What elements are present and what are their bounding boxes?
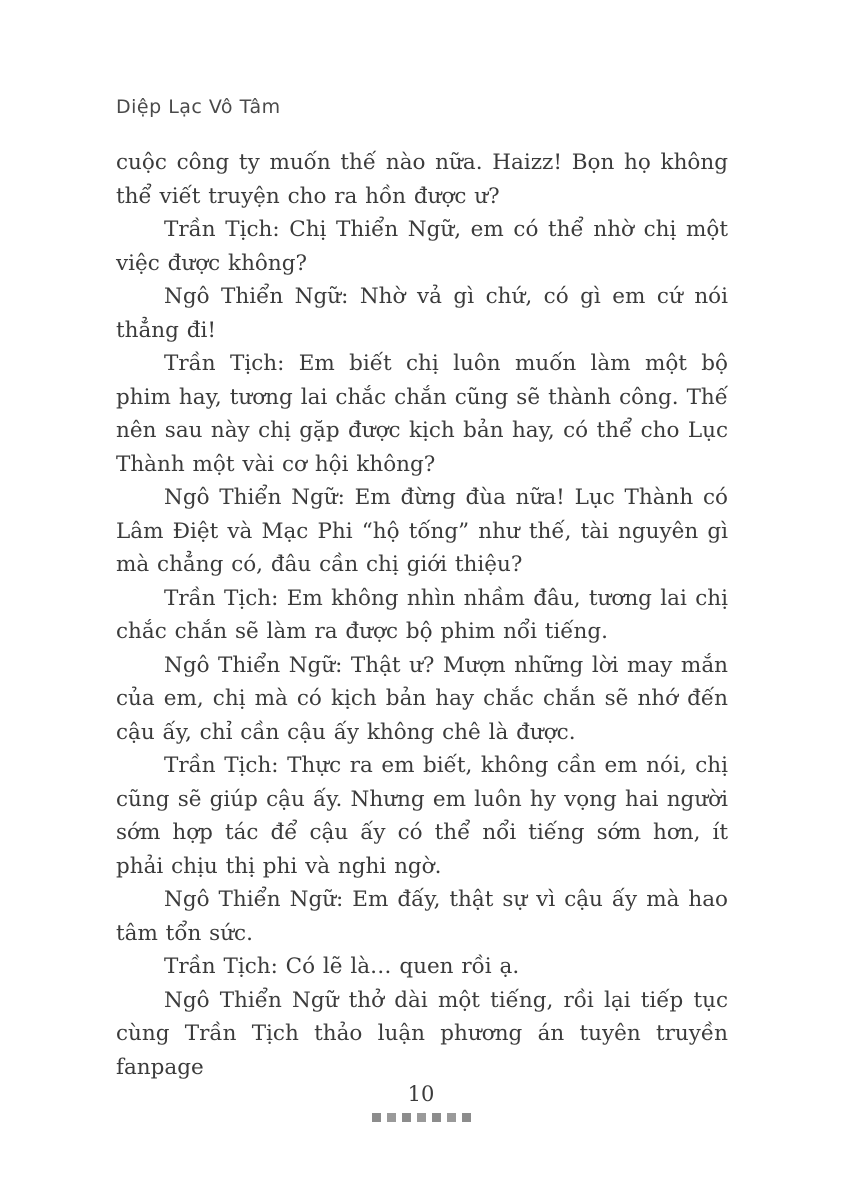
running-header-author: Diệp Lạc Vô Tâm <box>116 96 281 118</box>
paragraph: Trần Tịch: Chị Thiển Ngữ, em có thể nhờ chị một việc được không? <box>116 217 728 276</box>
ornament-square <box>372 1113 381 1122</box>
paragraph: Trần Tịch: Thực ra em biết, không cần em nói, chị cũng sẽ giúp cậu ấy. Nhưng em luôn hy vọng hai người sớm hợp tác để cậu ấy có thể nổi tiếng sớm hơn, ít phải chịu thị phi và nghi ngờ. <box>116 753 728 879</box>
ornament-square <box>402 1113 411 1122</box>
paragraph: Ngô Thiển Ngữ: Em đừng đùa nữa! Lục Thành có Lâm Điệt và Mạc Phi “hộ tống” như thế, tài nguyên gì mà chẳng có, đâu cần chị giới thiệu? <box>116 485 728 577</box>
ornament-square <box>387 1113 396 1122</box>
paragraph: cuộc công ty muốn thế nào nữa. Haizz! Bọn họ không thể viết truyện cho ra hồn được ư? <box>116 150 728 209</box>
ornament-square <box>447 1113 456 1122</box>
ornament-square <box>432 1113 441 1122</box>
paragraph: Ngô Thiển Ngữ thở dài một tiếng, rồi lại tiếp tục cùng Trần Tịch thảo luận phương án tuyên truyền fanpage <box>116 987 728 1080</box>
paragraph: Trần Tịch: Em biết chị luôn muốn làm một bộ phim hay, tương lai chắc chắn cũng sẽ thành công. Thế nên sau này chị gặp được kịch bản hay, có thể cho Lục Thành một vài cơ hội không? <box>116 351 728 477</box>
paragraph: Ngô Thiển Ngữ: Em đấy, thật sự vì cậu ấy mà hao tâm tổn sức. <box>116 887 728 946</box>
ornament-square <box>462 1113 471 1122</box>
paragraph: Ngô Thiển Ngữ: Thật ư? Mượn những lời may mắn của em, chị mà có kịch bản hay chắc chắn sẽ nhớ đến cậu ấy, chỉ cần cậu ấy không chê là được. <box>116 652 728 745</box>
page-footer <box>0 1082 842 1122</box>
page-number: 10 <box>407 1082 435 1106</box>
ornament-square <box>417 1113 426 1122</box>
paragraph: Ngô Thiển Ngữ: Nhờ vả gì chứ, có gì em cứ nói thẳng đi! <box>116 284 728 343</box>
page-body <box>116 146 728 1084</box>
paragraph: Trần Tịch: Em không nhìn nhầm đâu, tương lai chị chắc chắn sẽ làm ra được bộ phim nổi tiếng. <box>116 585 728 644</box>
paragraph: Trần Tịch: Có lẽ là… quen rồi ạ. <box>164 954 520 979</box>
footer-ornament-squares <box>0 1113 842 1122</box>
